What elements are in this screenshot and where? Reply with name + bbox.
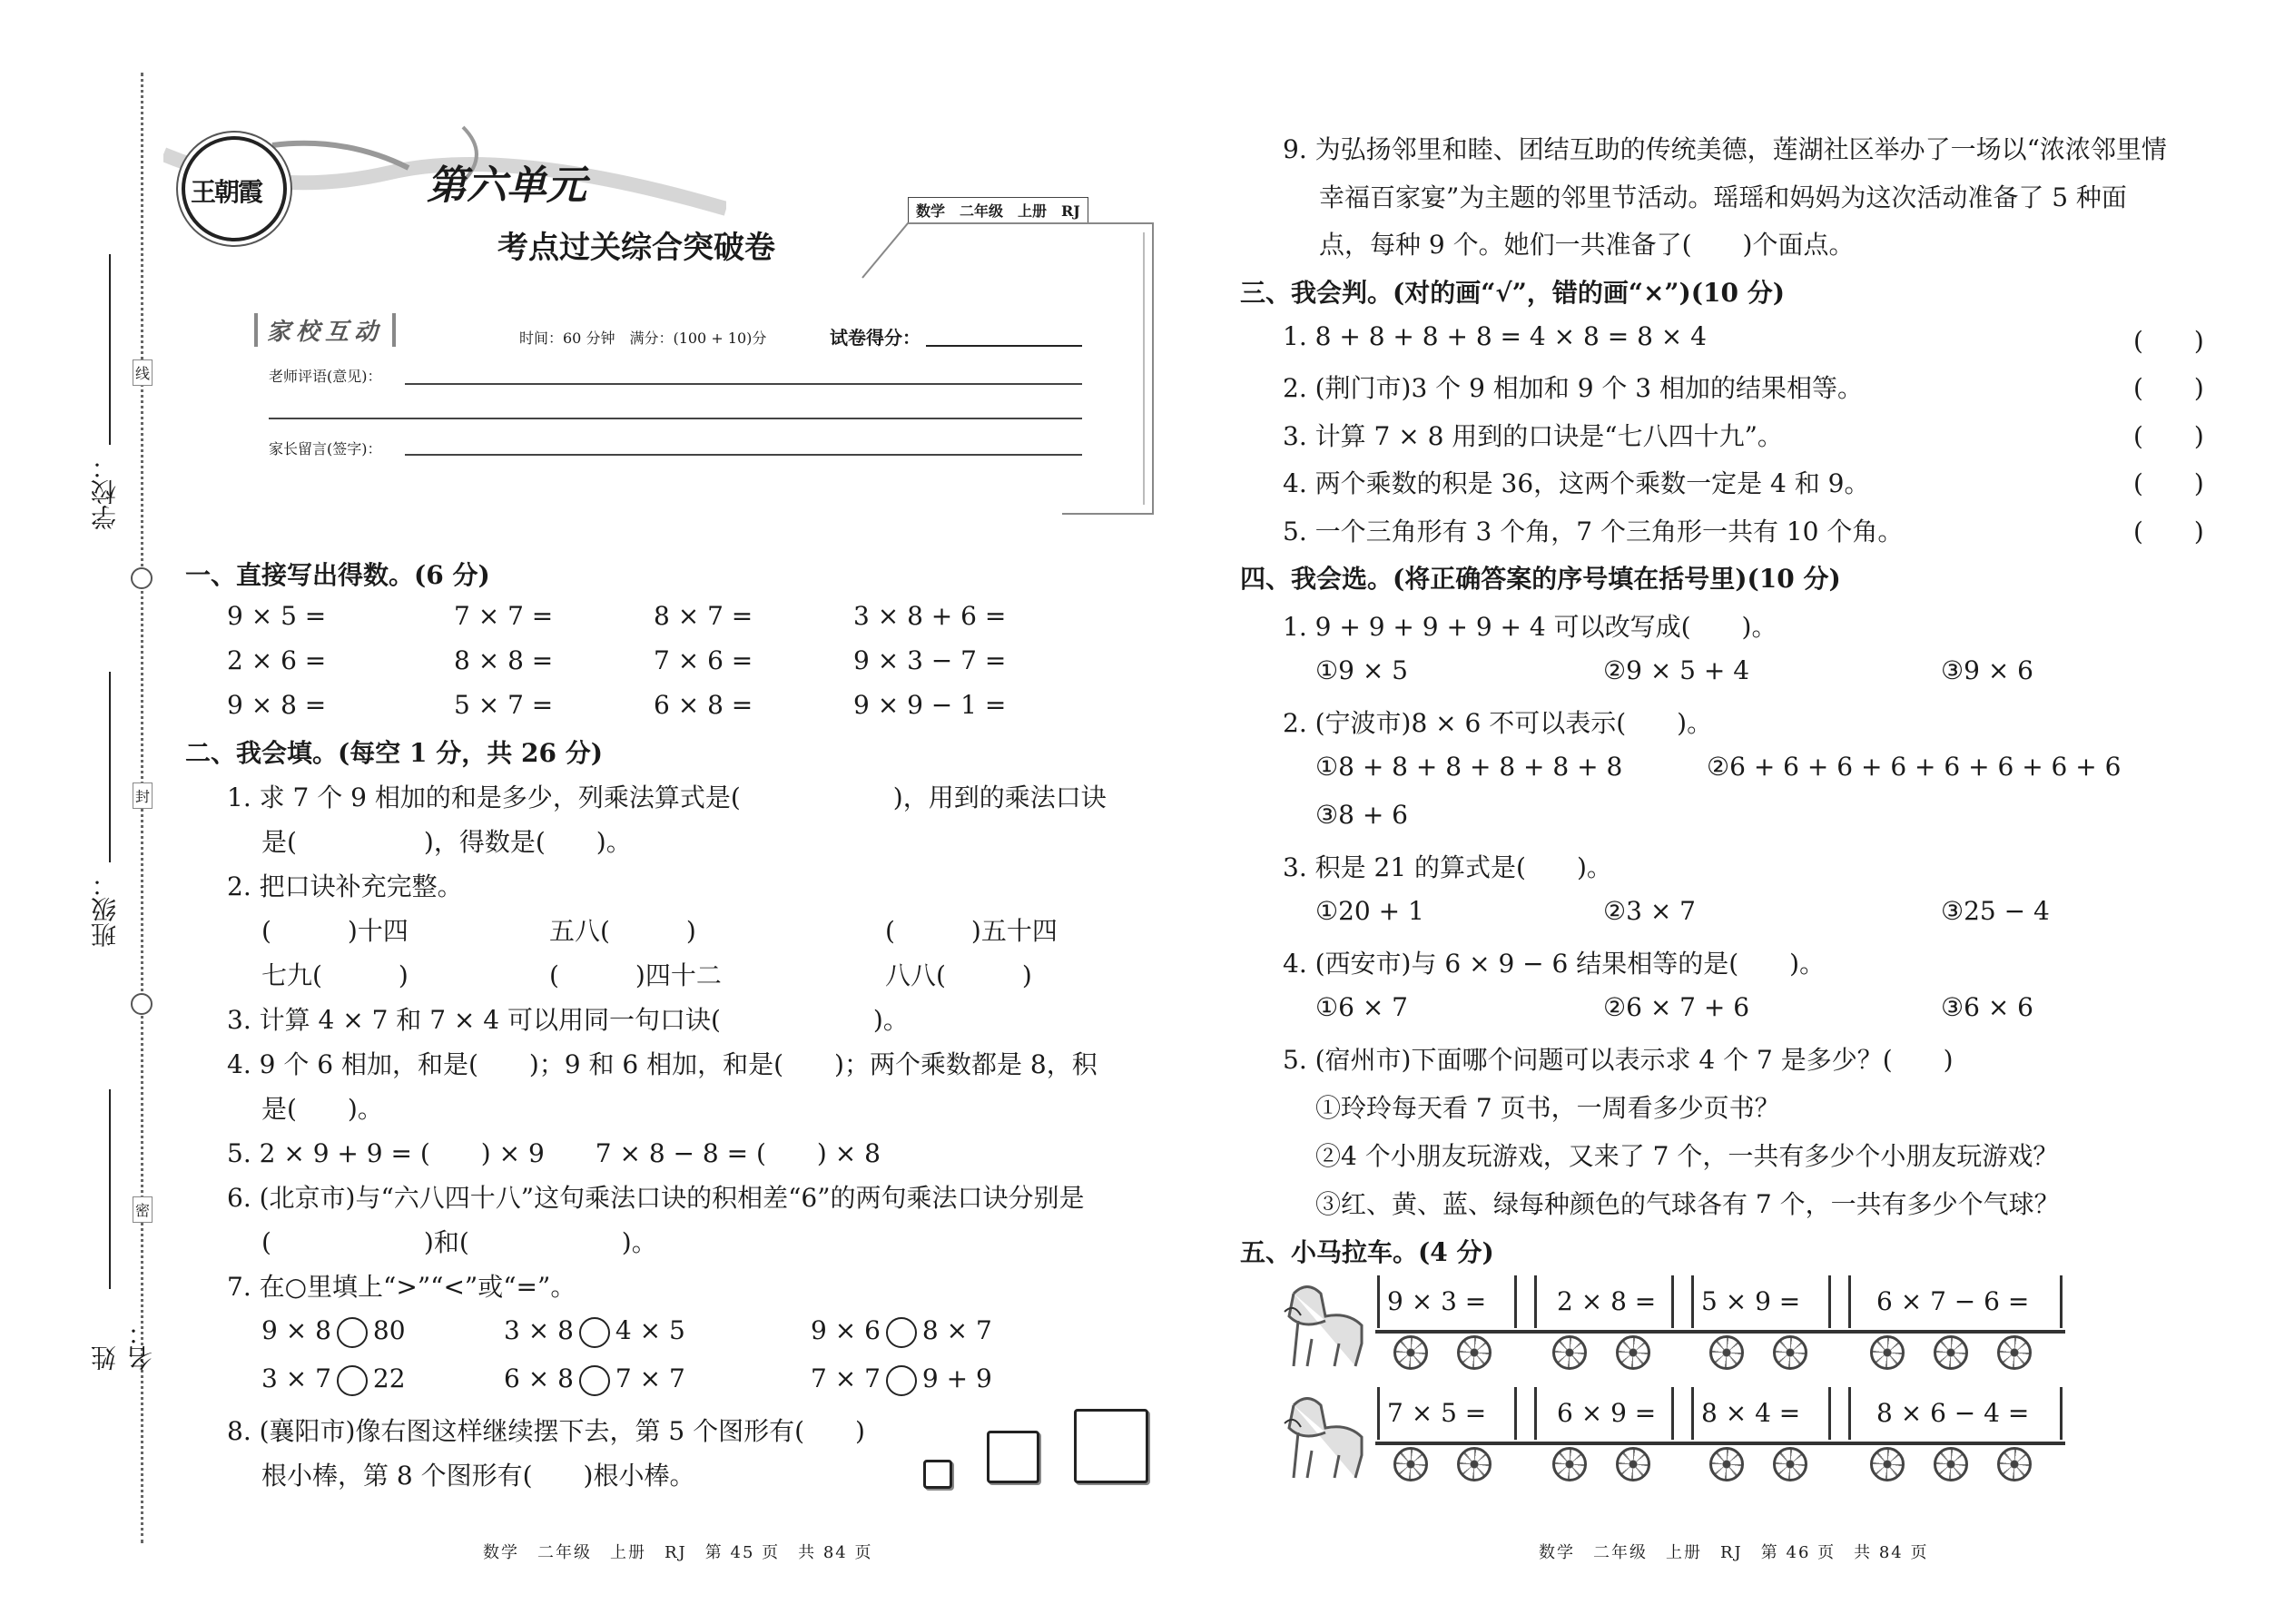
choice-option[interactable]: ①9 × 5 — [1315, 655, 1408, 685]
choice-option[interactable]: ①6 × 7 — [1315, 992, 1408, 1022]
choice-option[interactable]: ③红、黄、蓝、绿每种颜色的气球各有 7 个，一共有多少个气球？ — [1315, 1189, 2060, 1219]
score-label: 试卷得分： — [830, 327, 921, 349]
compare-right: 7 × 7 — [615, 1363, 685, 1393]
formula-blank: ( )十四 — [261, 916, 409, 946]
choice-option[interactable]: ③8 + 6 — [1315, 800, 1408, 830]
choice-option[interactable]: ②6 + 6 + 6 + 6 + 6 + 6 + 6 + 6 — [1707, 752, 2122, 782]
choice-option[interactable]: ③6 × 6 — [1941, 992, 2033, 1022]
school-label: 学校： — [90, 454, 120, 530]
wheel-icon — [1552, 1335, 1587, 1370]
judge-item: 5. 一个三角形有 3 个角，7 个三角形一共有 10 个角。 — [1283, 517, 1904, 546]
compare-left: 9 × 8 — [261, 1315, 331, 1345]
seal-char: 线 — [133, 359, 153, 386]
section1-title: 一、直接写出得数。(6 分) — [185, 560, 490, 590]
train-car — [1377, 1275, 1517, 1328]
judge-answer-blank[interactable]: ( ) — [2133, 421, 2204, 451]
oral-calc-item: 9 × 8 = — [227, 690, 327, 720]
question-text: 根小棒，第 8 个图形有( )根小棒。 — [261, 1461, 695, 1491]
train-car — [1534, 1275, 1674, 1328]
question-text: 幸福百家宴”为主题的邻里节活动。瑶瑶和妈妈为这次活动准备了 5 种面 — [1319, 182, 2127, 212]
unit-title: 第六单元 — [427, 162, 586, 209]
question-text: 1. 求 7 个 9 相加的和是多少，列乘法算式是( )，用到的乘法口诀 — [227, 782, 1107, 812]
header-frame-lines — [844, 214, 1162, 523]
compare-left: 6 × 8 — [504, 1363, 574, 1393]
question-text: 是( )。 — [261, 1094, 383, 1124]
choice-option[interactable]: ②4 个小朋友玩游戏，又来了 7 个，一共有多少个小朋友玩游戏？ — [1315, 1141, 2059, 1171]
train-car — [1534, 1387, 1674, 1440]
train-car — [1377, 1387, 1517, 1440]
oral-calc-item: 8 × 7 = — [654, 601, 753, 631]
name-label: 姓名： — [90, 1320, 156, 1371]
question-text: ( )和( )。 — [261, 1227, 657, 1257]
wheel-icon — [1709, 1335, 1744, 1370]
class-label: 班级： — [90, 871, 120, 948]
parent-comment-line[interactable] — [405, 454, 1082, 456]
wheel-icon — [1934, 1335, 1968, 1370]
train-car — [1848, 1275, 2063, 1328]
judge-answer-blank[interactable]: ( ) — [2133, 517, 2204, 546]
choice-option[interactable]: ①8 + 8 + 8 + 8 + 8 + 8 — [1315, 752, 1623, 782]
horse-icon — [1275, 1387, 1375, 1487]
compare-circle[interactable] — [579, 1317, 610, 1348]
judge-answer-blank[interactable]: ( ) — [2133, 326, 2204, 356]
formula-blank: 七九( ) — [261, 960, 409, 990]
parent-comment-label: 家长留言(签字)： — [269, 440, 382, 458]
oral-calc-item: 5 × 7 = — [454, 690, 554, 720]
question-text: 3. 计算 4 × 7 和 7 × 4 可以用同一句口诀( )。 — [227, 1005, 909, 1035]
wheel-icon — [1773, 1447, 1807, 1481]
choice-option[interactable]: ②6 × 7 + 6 — [1603, 992, 1750, 1022]
compare-circle[interactable] — [886, 1365, 917, 1396]
formula-blank: 八八( ) — [885, 960, 1032, 990]
choice-option[interactable]: ①玲玲每天看 7 页书，一周看多少页书？ — [1315, 1093, 1780, 1123]
train-car — [1691, 1275, 1831, 1328]
judge-answer-blank[interactable]: ( ) — [2133, 373, 2204, 403]
compare-item — [811, 1363, 992, 1396]
choice-question: 3. 积是 21 的算式是( )。 — [1283, 852, 1612, 882]
question-text: 点，每种 9 个。她们一共准备了( )个面点。 — [1319, 230, 1855, 260]
wheel-icon — [1552, 1447, 1587, 1481]
oral-calc-item: 7 × 6 = — [654, 645, 753, 675]
judge-item: 3. 计算 7 × 8 用到的口诀是“七八四十九”。 — [1283, 421, 1783, 451]
wheel-icon — [1870, 1335, 1905, 1370]
train-car — [1848, 1387, 2063, 1440]
train-expression: 9 × 3 = — [1387, 1286, 1487, 1316]
wheel-icon — [1997, 1335, 2032, 1370]
seal-char: 封 — [133, 782, 153, 809]
compare-circle[interactable] — [579, 1365, 610, 1396]
compare-right: 8 × 7 — [921, 1315, 992, 1345]
compare-right: 4 × 5 — [615, 1315, 685, 1345]
horse-train-1 — [1275, 1275, 2065, 1375]
judge-item: 2. (荆门市)3 个 9 相加和 9 个 3 相加的结果相等。 — [1283, 373, 1864, 403]
publisher-logo — [182, 136, 287, 241]
compare-right: 22 — [372, 1363, 406, 1393]
wheel-icon — [1393, 1335, 1428, 1370]
compare-circle[interactable] — [337, 1317, 368, 1348]
teacher-comment-line[interactable] — [405, 383, 1082, 385]
train-expression: 6 × 9 = — [1557, 1398, 1657, 1428]
home-school-badge: 家校互动 — [254, 313, 396, 347]
compare-item — [504, 1363, 685, 1396]
section4-title: 四、我会选。(将正确答案的序号填在括号里)(10 分) — [1240, 564, 1841, 594]
wheel-icon — [1393, 1447, 1428, 1481]
compare-left: 3 × 7 — [261, 1363, 331, 1393]
train-expression: 7 × 5 = — [1387, 1398, 1487, 1428]
stick-square-medium — [987, 1431, 1039, 1483]
class-field[interactable] — [87, 672, 120, 962]
compare-left: 7 × 7 — [811, 1363, 881, 1393]
stick-square-small — [923, 1460, 952, 1489]
choice-question: 1. 9 + 9 + 9 + 9 + 4 可以改写成( )。 — [1283, 612, 1777, 642]
section2-title: 二、我会填。(每空 1 分，共 26 分) — [185, 738, 603, 768]
seal-char: 密 — [133, 1196, 153, 1223]
judge-item: 1. 8 + 8 + 8 + 8 = 4 × 8 = 8 × 4 — [1283, 321, 1707, 351]
oral-calc-item: 2 × 6 = — [227, 645, 327, 675]
wheel-icon — [1457, 1447, 1492, 1481]
wheel-icon — [1934, 1447, 1968, 1481]
compare-item — [261, 1315, 406, 1348]
wheel-icon — [1616, 1335, 1650, 1370]
oral-calc-item: 9 × 3 − 7 = — [853, 645, 1007, 675]
school-underline — [109, 254, 111, 445]
choice-question: 5. (宿州市)下面哪个问题可以表示求 4 个 7 是多少？( ) — [1283, 1045, 1954, 1075]
score-field[interactable] — [926, 345, 1082, 347]
compare-circle[interactable] — [337, 1365, 368, 1396]
binding-hole — [131, 567, 153, 589]
train-car — [1691, 1387, 1831, 1440]
compare-item — [504, 1315, 685, 1348]
question-text: 5. 2 × 9 + 9 = ( ) × 9 7 × 8 − 8 = ( ) × 8 — [227, 1138, 881, 1168]
choice-question: 2. (宁波市)8 × 6 不可以表示( )。 — [1283, 708, 1713, 738]
judge-answer-blank[interactable]: ( ) — [2133, 468, 2204, 498]
oral-calc-item: 9 × 5 = — [227, 601, 327, 631]
train-expression: 8 × 4 = — [1701, 1398, 1801, 1428]
formula-blank: ( )五十四 — [885, 916, 1058, 946]
wheel-icon — [1773, 1335, 1807, 1370]
compare-item — [811, 1315, 992, 1348]
wheel-icon — [1616, 1447, 1650, 1481]
class-underline — [109, 672, 111, 862]
train-rail — [1375, 1442, 2065, 1445]
horse-icon — [1275, 1275, 1375, 1375]
wheel-icon — [1870, 1447, 1905, 1481]
question-text: 8. (襄阳市)像右图这样继续摆下去，第 5 个图形有( ) — [227, 1416, 865, 1446]
train-expression: 8 × 6 − 4 = — [1876, 1398, 2030, 1428]
exam-subtitle: 考点过关综合突破卷 — [497, 230, 775, 266]
formula-blank: ( )四十二 — [549, 960, 722, 990]
compare-left: 3 × 8 — [504, 1315, 574, 1345]
question-text: 9. 为弘扬邻里和睦、团结互助的传统美德，莲湖社区举办了一场以“浓浓邻里情 — [1283, 134, 2167, 164]
choice-option[interactable]: ②9 × 5 + 4 — [1603, 655, 1750, 685]
section5-title: 五、小马拉车。(4 分) — [1240, 1237, 1494, 1267]
compare-right: 80 — [372, 1315, 406, 1345]
oral-calc-item: 7 × 7 = — [454, 601, 554, 631]
time-info: 时间：60 分钟 满分：(100 + 10)分 — [519, 330, 767, 347]
oral-calc-item: 6 × 8 = — [654, 690, 753, 720]
name-field[interactable] — [87, 1089, 156, 1371]
oral-calc-item: 8 × 8 = — [454, 645, 554, 675]
compare-right: 9 + 9 — [921, 1363, 992, 1393]
question-text: 2. 把口诀补充完整。 — [227, 871, 463, 901]
teacher-comment-label: 老师评语(意见)： — [269, 368, 382, 385]
choice-option[interactable]: ③25 − 4 — [1941, 896, 2050, 926]
logo-text: 王朝霞 — [191, 177, 262, 207]
train-rail — [1375, 1330, 2065, 1334]
compare-item — [261, 1363, 406, 1396]
horse-train-2 — [1275, 1387, 2065, 1487]
section3-title: 三、我会判。(对的画“√”，错的画“×”)(10 分) — [1240, 278, 1785, 308]
name-underline — [109, 1089, 111, 1289]
question-text: 6. (北京市)与“六八四十八”这句乘法口诀的积相差“6”的两句乘法口诀分别是 — [227, 1183, 1085, 1213]
train-expression: 5 × 9 = — [1701, 1286, 1801, 1316]
wheel-icon — [1457, 1335, 1492, 1370]
oral-calc-item: 9 × 9 − 1 = — [853, 690, 1007, 720]
formula-blank: 五八( ) — [549, 916, 696, 946]
question-text: 是( )，得数是( )。 — [261, 827, 632, 857]
wheel-icon — [1709, 1447, 1744, 1481]
page-footer-left: 数学 二年级 上册 RJ 第 45 页 共 84 页 — [483, 1543, 873, 1562]
binding-hole — [131, 993, 153, 1015]
oral-calc-item: 3 × 8 + 6 = — [853, 601, 1007, 631]
subject-tag: 数学 二年级 上册 RJ — [908, 197, 1088, 223]
train-expression: 2 × 8 = — [1557, 1286, 1657, 1316]
stick-square-large — [1074, 1409, 1148, 1483]
wheel-icon — [1997, 1447, 2032, 1481]
school-field[interactable] — [87, 254, 120, 536]
question-text: 4. 9 个 6 相加，和是( )；9 和 6 相加，和是( )；两个乘数都是 8，积 — [227, 1049, 1098, 1079]
choice-option[interactable]: ③9 × 6 — [1941, 655, 2033, 685]
choice-option[interactable]: ①20 + 1 — [1315, 896, 1424, 926]
teacher-comment-line-2[interactable] — [269, 418, 1082, 419]
compare-circle[interactable] — [886, 1317, 917, 1348]
judge-item: 4. 两个乘数的积是 36，这两个乘数一定是 4 和 9。 — [1283, 468, 1870, 498]
page-footer-right: 数学 二年级 上册 RJ 第 46 页 共 84 页 — [1539, 1543, 1929, 1562]
question-text: 7. 在○里填上“>”“<”或“=”。 — [227, 1272, 576, 1302]
train-expression: 6 × 7 − 6 = — [1876, 1286, 2030, 1316]
choice-question: 4. (西安市)与 6 × 9 − 6 结果相等的是( )。 — [1283, 949, 1826, 979]
choice-option[interactable]: ②3 × 7 — [1603, 896, 1696, 926]
compare-left: 9 × 6 — [811, 1315, 881, 1345]
